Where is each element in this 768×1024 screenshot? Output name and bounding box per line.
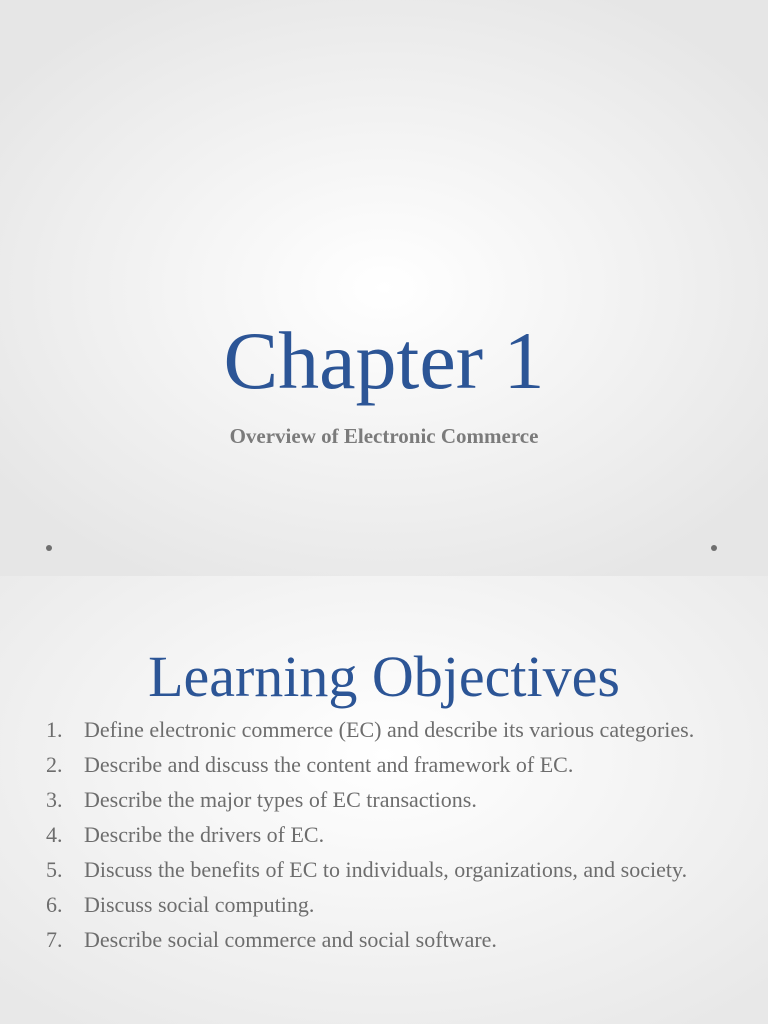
objectives-list [46,715,726,960]
item-text: Describe social commerce and social software. [84,927,497,952]
objectives-title: Learning Objectives [148,644,620,709]
chapter-title: Chapter 1 [223,315,545,406]
item-text: Describe the major types of EC transactions. [84,787,477,812]
item-text: Discuss the benefits of EC to individuals, organizations, and society. [84,857,688,882]
list-item [46,785,726,814]
item-number: 1. [46,717,63,742]
learning-objectives-slide [0,576,768,1024]
item-text: Describe and discuss the content and framework of EC. [84,752,574,777]
list-item [46,820,726,849]
item-number: 3. [46,787,63,812]
item-text: Describe the drivers of EC. [84,822,325,847]
slide-marker-left-icon [46,545,52,551]
item-number: 5. [46,857,63,882]
list-item [46,890,726,919]
item-number: 6. [46,892,63,917]
list-item [46,925,726,954]
list-item [46,750,726,779]
item-number: 7. [46,927,63,952]
list-item [46,715,726,744]
item-text: Discuss social computing. [84,892,315,917]
chapter-subtitle: Overview of Electronic Commerce [229,424,539,448]
slide-marker-right-icon [711,545,717,551]
item-number: 4. [46,822,63,847]
item-text: Define electronic commerce (EC) and describe its various categories. [84,717,695,742]
item-number: 2. [46,752,63,777]
list-item [46,855,726,884]
